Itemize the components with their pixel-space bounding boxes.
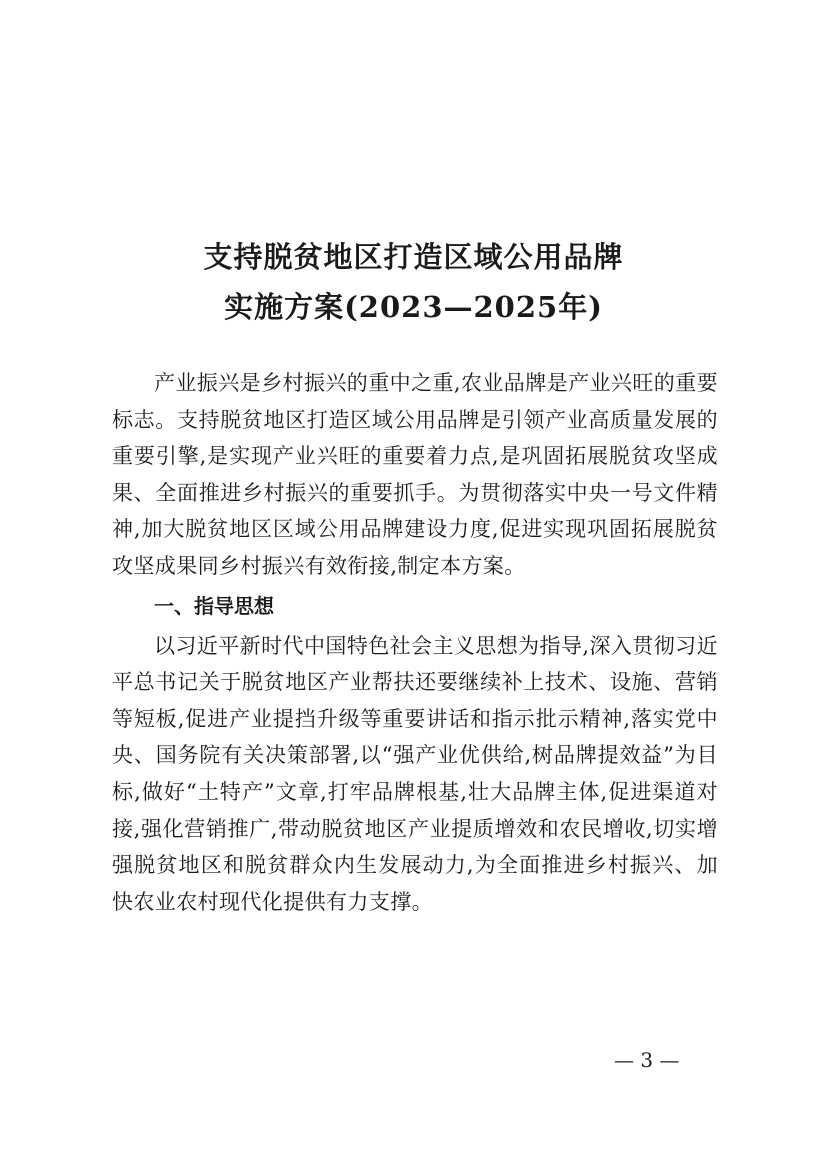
document-title <box>0 232 827 332</box>
intro-paragraph: 产业振兴是乡村振兴的重中之重,农业品牌是产业兴旺的重要标志。支持脱贫地区打造区域公用品牌是引领产业高质量发展的重要引擎,是实现产业兴旺的重要着力点,是巩固拓展脱贫攻坚成果、全面推进乡村振兴的重要抓手。为贯彻落实中央一号文件精神,加大脱贫地区区域公用品牌建设力度,促进实现巩固拓展脱贫攻坚成果同乡村振兴有效衔接,制定本方案。 <box>112 371 718 578</box>
page-number: — 3 — <box>614 1048 680 1072</box>
title-line-2: 实施方案(2023—2025年) <box>224 290 603 324</box>
title-line-1: 支持脱贫地区打造区域公用品牌 <box>203 240 624 274</box>
document-body <box>112 365 718 920</box>
section-heading-guiding-thought: 一、指导思想 <box>154 593 274 618</box>
guiding-thought-paragraph: 以习近平新时代中国特色社会主义思想为指导,深入贯彻习近平总书记关于脱贫地区产业帮扶还要继续补上技术、设施、营销等短板,促进产业提挡升级等重要讲话和指示批示精神,落实党中央、国务院有关决策部署,以“强产业优供给,树品牌提效益”为目标,做好“土特产”文章,打牢品牌根基,壮大品牌主体,促进渠道对接,强化营销推广,带动脱贫地区产业提质增效和农民增收,切实增强脱贫地区和脱贫群众内生发展动力,为全面推进乡村振兴、加快农业农村现代化提供有力支撑。 <box>112 633 718 914</box>
